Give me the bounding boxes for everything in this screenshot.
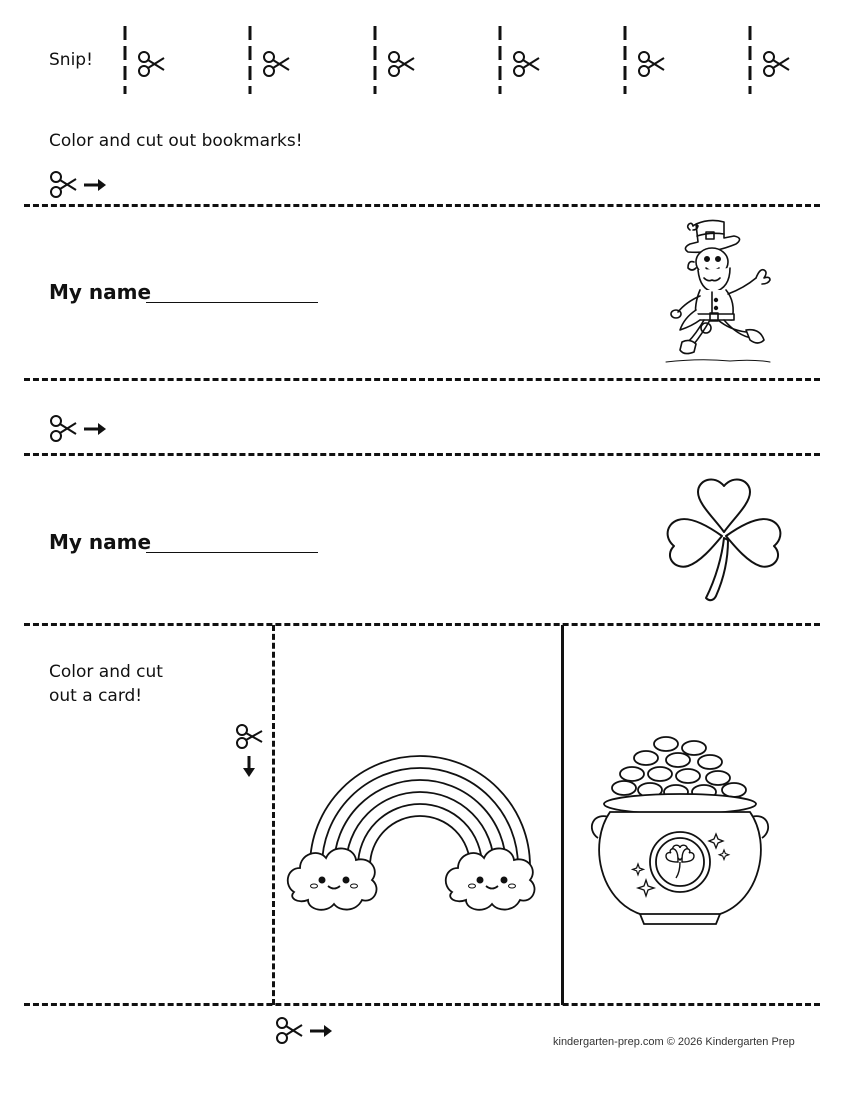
scissors-icon xyxy=(639,52,664,76)
cut-indicator-vertical xyxy=(234,722,268,780)
arrow-right-icon xyxy=(310,1025,332,1037)
snip-mark xyxy=(122,26,182,94)
pot-of-gold-illustration xyxy=(584,734,784,928)
cut-line xyxy=(24,204,820,207)
cut-line xyxy=(24,1003,820,1006)
scissors-icon xyxy=(764,52,789,76)
footer-credit: kindergarten-prep.com © 2026 Kindergarten Prep xyxy=(553,1036,795,1048)
cloud-icon xyxy=(446,848,535,909)
name-write-line[interactable] xyxy=(146,302,318,303)
cut-line xyxy=(24,623,820,626)
card-fold-line xyxy=(561,625,564,1005)
card-cut-line-vertical xyxy=(272,625,275,1005)
snip-mark xyxy=(497,26,557,94)
scissors-icon xyxy=(51,172,76,197)
arrow-down-icon xyxy=(243,756,255,777)
arrow-right-icon xyxy=(84,179,106,191)
snip-mark xyxy=(372,26,432,94)
scissors-icon xyxy=(51,416,76,441)
card-instruction-line-1: Color and cut xyxy=(49,662,163,682)
scissors-icon xyxy=(277,1018,302,1043)
snip-mark xyxy=(622,26,682,94)
cut-indicator xyxy=(48,414,110,444)
snip-label: Snip! xyxy=(49,50,93,70)
name-label: My name xyxy=(49,280,152,304)
card-instruction-line-2: out a card! xyxy=(49,686,143,706)
snip-mark xyxy=(747,26,807,94)
scissors-icon xyxy=(237,725,262,748)
scissors-icon xyxy=(389,52,414,76)
name-write-line[interactable] xyxy=(146,552,318,553)
cut-indicator xyxy=(274,1016,336,1046)
leprechaun-illustration xyxy=(660,218,784,366)
cut-line xyxy=(24,378,820,381)
name-label: My name xyxy=(49,530,152,554)
cut-line xyxy=(24,453,820,456)
rainbow-illustration xyxy=(284,716,556,916)
cut-indicator xyxy=(48,170,110,200)
scissors-icon xyxy=(514,52,539,76)
cloud-icon xyxy=(288,848,377,909)
bookmarks-instruction: Color and cut out bookmarks! xyxy=(49,131,303,151)
arrow-right-icon xyxy=(84,423,106,435)
shamrock-illustration xyxy=(664,474,788,604)
snip-mark xyxy=(247,26,307,94)
scissors-icon xyxy=(264,52,289,76)
scissors-icon xyxy=(139,52,164,76)
